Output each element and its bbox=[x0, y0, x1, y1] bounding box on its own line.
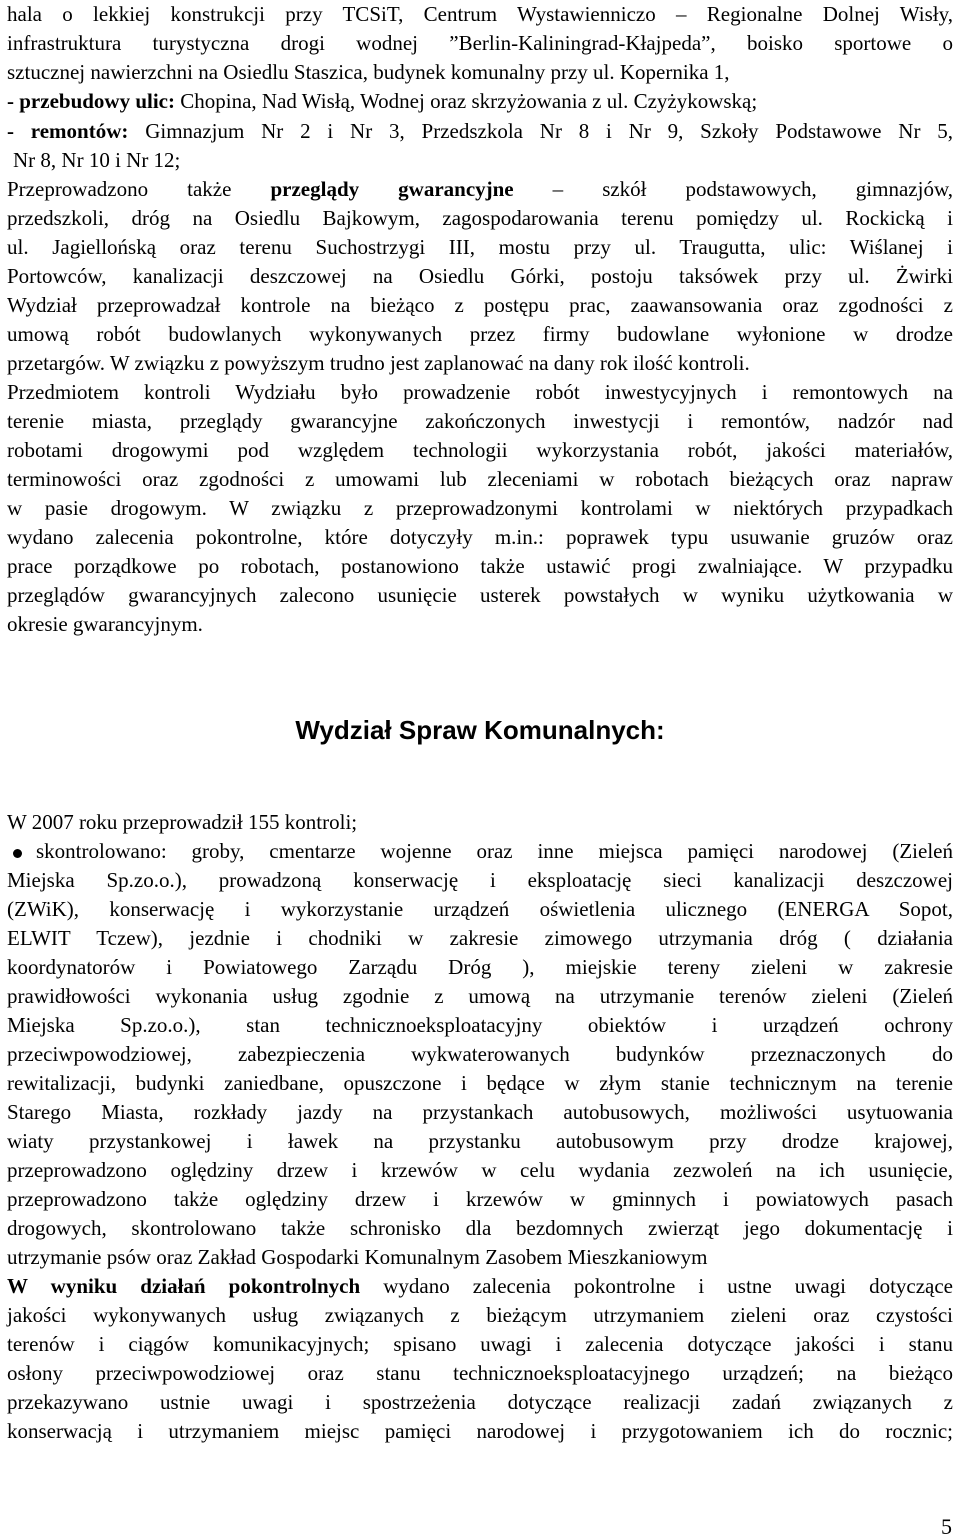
text-line bbox=[7, 87, 953, 116]
text-line: Przedmiotem kontroli Wydziału było prowadzenie robót inwestycyjnych i remontowych na bbox=[7, 380, 953, 404]
text-line: prace porządkowe po robotach, postanowiono także ustawić progi zwalniające. W przypadku bbox=[7, 554, 953, 578]
text-line: prawidłowości wykonania usług zgodnie z umową na utrzymanie terenów zieleni (Zieleń bbox=[7, 984, 953, 1008]
text-line: drogowych, skontrolowano także schronisko dla bezdomnych zwierząt jego dokumentację i bbox=[7, 1216, 953, 1240]
text-line: konserwacją i utrzymaniem miejsc pamięci narodowej i przygotowaniem ich do rocznic; bbox=[7, 1419, 953, 1443]
text-line: terminowości oraz zgodności z umowami lub zleceniami w robotach bieżących oraz napraw bbox=[7, 467, 953, 491]
text-line bbox=[7, 117, 953, 146]
bold-label: - remontów: bbox=[7, 119, 129, 143]
text-line: terenów i ciągów komunikacyjnych; spisano uwagi i zalecenia dotyczące jakości i stanu bbox=[7, 1332, 953, 1356]
text-line: terenie miasta, przeglądy gwarancyjne zakończonych inwestycji i remontów, nadzór nad bbox=[7, 409, 953, 433]
text-line: przetargów. W związku z powyższym trudno jest zaplanować na dany rok ilość kontroli. bbox=[7, 351, 750, 375]
text-line: przeprowadzono także oględziny drzew i krzewów w gminnych i powiatowych pasach bbox=[7, 1187, 953, 1211]
text-line: robotami drogowymi pod względem technologii wykorzystania robót, jakości materiałów, bbox=[7, 438, 953, 462]
text-span: Chopina, Nad Wisłą, Wodnej oraz skrzyżowania z ul. Czyżykowską; bbox=[175, 89, 758, 113]
text-line: Wydział przeprowadzał kontrole na bieżąco z postępu prac, zaawansowania oraz zgodności z bbox=[7, 293, 953, 317]
bold-label: - przebudowy ulic: bbox=[7, 89, 175, 113]
text-line: Miejska Sp.zo.o.), stan technicznoeksploatacyjny obiektów i urządzeń ochrony bbox=[7, 1013, 953, 1037]
text-line: przeglądów gwarancyjnych zalecono usunięcie usterek powstałych w wyniku użytkowania w bbox=[7, 583, 953, 607]
text-line: umową robót budowlanych wykonywanych przez firmy budowlane wyłonione w drodze bbox=[7, 322, 953, 346]
text-span: Przeprowadzono także bbox=[7, 177, 271, 201]
text-line: ul. Jagiellońską oraz terenu Suchostrzygi III, mostu przy ul. Traugutta, ulic: Wiślanej i bbox=[7, 235, 953, 259]
bullet-icon bbox=[13, 849, 22, 858]
text-line: przeprowadzono oględziny drzew i krzewów w celu wydania zezwoleń na ich usunięcie, bbox=[7, 1158, 953, 1182]
text-line bbox=[7, 175, 953, 204]
text-line: koordynatorów i Powiatowego Zarządu Dróg ), miejskie tereny zieleni w zakresie bbox=[7, 955, 953, 979]
text-line: osłony przeciwpowodziowej oraz stanu technicznoeksploatacyjnego urządzeń; na bieżąco bbox=[7, 1361, 953, 1385]
text-line: jakości wykonywanych usług związanych z bieżącym utrzymaniem zieleni oraz czystości bbox=[7, 1303, 953, 1327]
text-line: utrzymanie psów oraz Zakład Gospodarki Komunalnym Zasobem Mieszkaniowym bbox=[7, 1245, 708, 1269]
text-line: Starego Miasta, rozkłady jazdy na przystankach autobusowych, możliwości usytuowania bbox=[7, 1100, 953, 1124]
section-heading: Wydział Spraw Komunalnych: bbox=[295, 715, 665, 745]
text-line: (ZWiK), konserwację i wykorzystanie urządzeń oświetlenia ulicznego (ENERGA Sopot, bbox=[7, 897, 953, 921]
text-line: hala o lekkiej konstrukcji przy TCSiT, Centrum Wystawienniczo – Regionalne Dolnej Wisły, bbox=[7, 2, 953, 26]
text-span: skontrolowano: groby, cmentarze wojenne oraz inne miejsca pamięci narodowej (Zieleń bbox=[36, 839, 953, 863]
text-line: sztucznej nawierzchni na Osiedlu Staszica, budynek komunalny przy ul. Kopernika 1, bbox=[7, 60, 730, 84]
text-line: rewitalizacji, budynki zaniedbane, opuszczone i będące w złym stanie technicznym na terenie bbox=[7, 1071, 953, 1095]
bold-label: W wyniku działań pokontrolnych bbox=[7, 1274, 361, 1298]
text-span: Gimnazjum Nr 2 i Nr 3, Przedszkola Nr 8 i Nr 9, Szkoły Podstawowe Nr 5, bbox=[128, 119, 953, 143]
text-line: przeciwpowodziowej, zabezpieczenia wykwaterowanych budynków przeznaczonych do bbox=[7, 1042, 953, 1066]
text-line: okresie gwarancyjnym. bbox=[7, 612, 203, 636]
text-line: Miejska Sp.zo.o.), prowadzoną konserwację i eksploatację sieci kanalizacji deszczowej bbox=[7, 868, 953, 892]
text-span: wydano zalecenia pokontrolne i ustne uwagi dotyczące bbox=[360, 1274, 954, 1298]
text-line: ELWIT Tczew), jezdnie i chodniki w zakresie zimowego utrzymania dróg ( działania bbox=[7, 926, 953, 950]
page-number: 5 bbox=[941, 1514, 952, 1539]
bold-label: przeglądy gwarancyjne bbox=[270, 177, 514, 201]
text-line: w pasie drogowym. W związku z przeprowadzonymi kontrolami w niektórych przypadkach bbox=[7, 496, 953, 520]
text-line: infrastruktura turystyczna drogi wodnej ”Berlin-Kaliningrad-Kłajpeda”, boisko sportowe o bbox=[7, 31, 953, 55]
text-line: Nr 8, Nr 10 i Nr 12; bbox=[13, 148, 181, 172]
text-line: Portowców, kanalizacji deszczowej na Osiedlu Górki, postoju taksówek przy ul. Żwirki bbox=[7, 264, 953, 288]
text-span: – szkół podstawowych, gimnazjów, bbox=[513, 177, 953, 201]
text-line: wydano zalecenia pokontrolne, które dotyczyły m.in.: poprawek typu usuwanie gruzów oraz bbox=[7, 525, 953, 549]
text-line: przedszkoli, dróg na Osiedlu Bajkowym, zagospodarowania terenu pomiędzy ul. Rockicką i bbox=[7, 206, 953, 230]
text-line bbox=[7, 1272, 953, 1301]
text-line: W 2007 roku przeprowadził 155 kontroli; bbox=[7, 810, 358, 834]
text-line: przekazywano ustnie uwagi i spostrzeżenia dotyczące realizacji zadań związanych z bbox=[7, 1390, 953, 1414]
text-line: wiaty przystankowej i ławek na przystanku autobusowym przy drodze krajowej, bbox=[7, 1129, 953, 1153]
bullet-line bbox=[7, 837, 953, 866]
